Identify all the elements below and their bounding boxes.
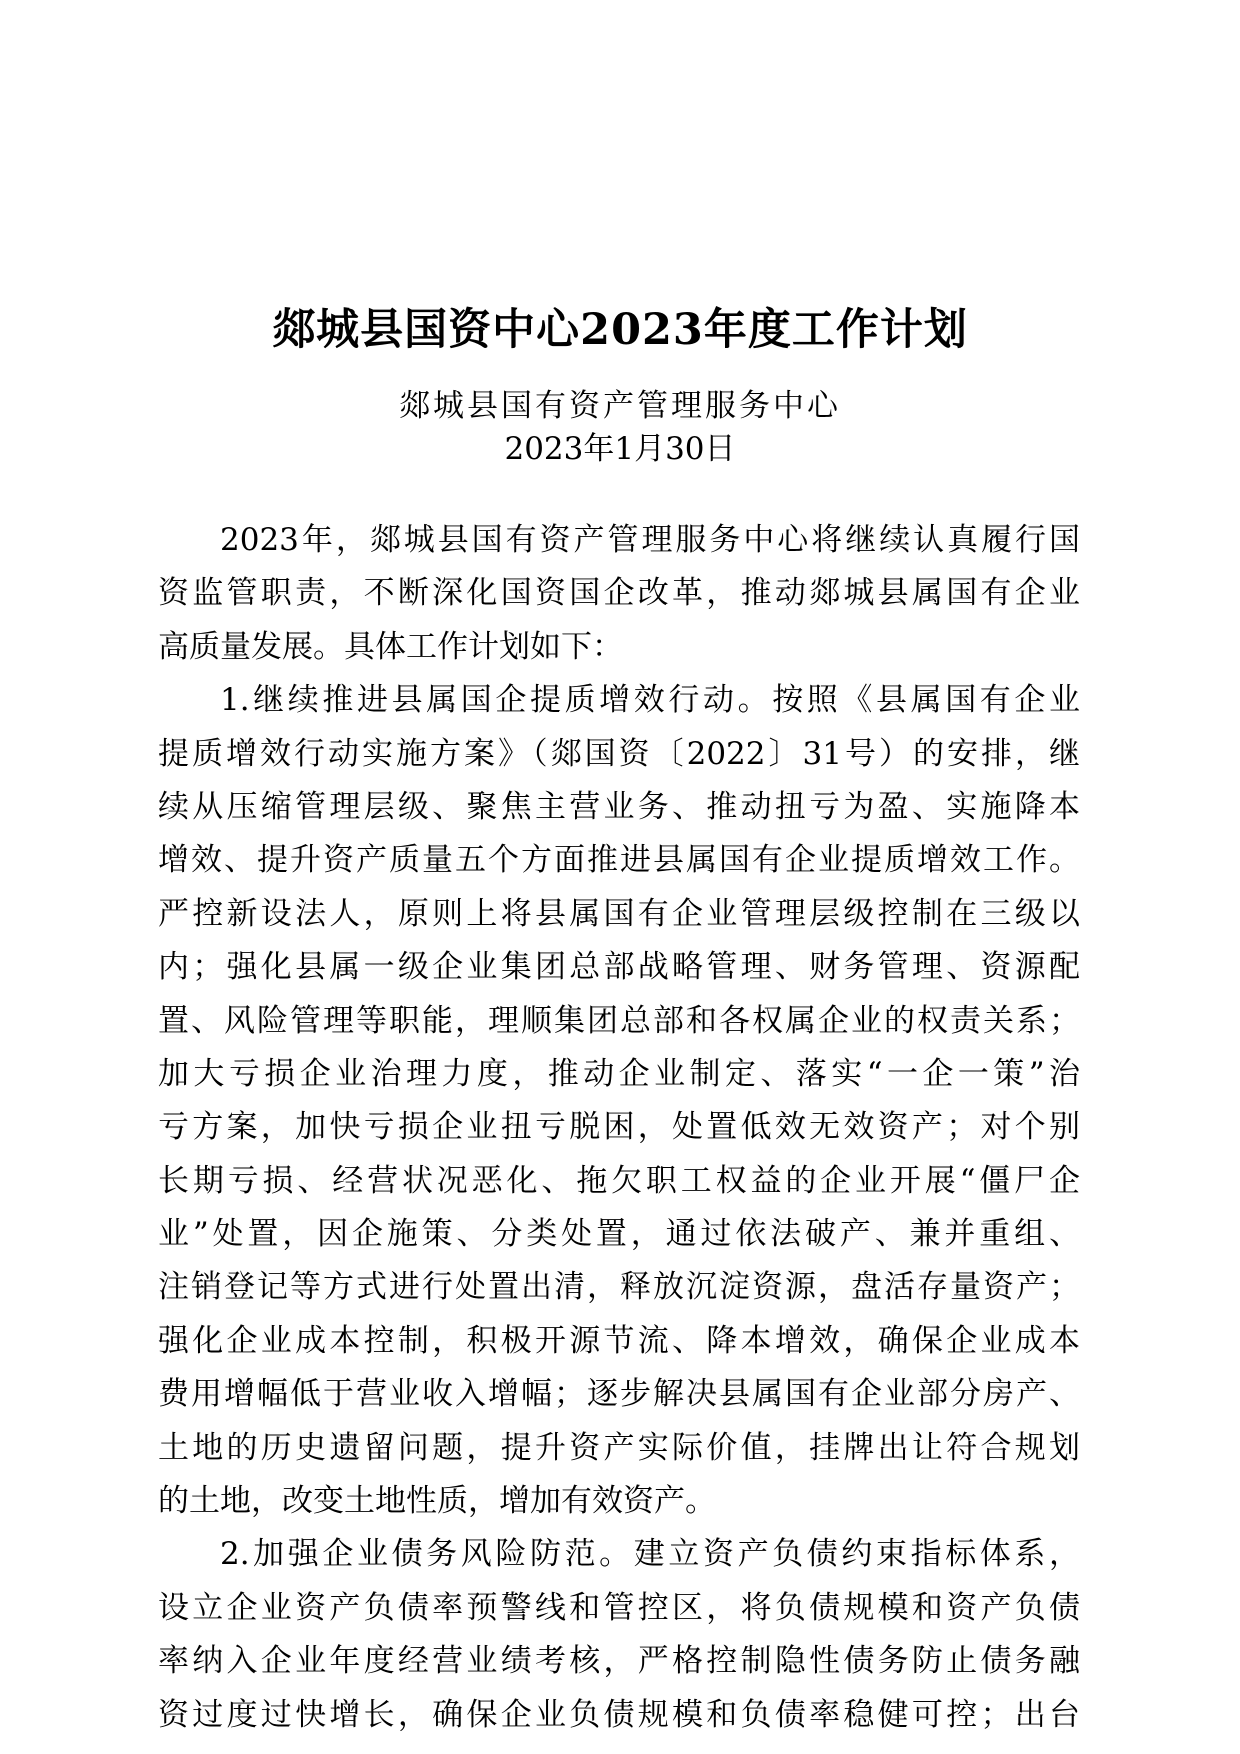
body-line: 费用增幅低于营业收入增幅；逐步解决县属国有企业部分房产、 <box>158 1376 1080 1413</box>
body-line: 2023年，郯城县国有资产管理服务中心将继续认真履行国 <box>220 522 1080 558</box>
body-line: 提质增效行动实施方案》（郯国资〔2022〕31号）的安排，继 <box>158 735 1080 772</box>
document-issuer: 郯城县国有资产管理服务中心 <box>399 388 841 424</box>
body-line: 高质量发展。具体工作计划如下： <box>158 628 623 665</box>
body-line: 2.加强企业债务风险防范。建立资产负债约束指标体系， <box>220 1536 1080 1573</box>
body-line: 土地的历史遗留问题，提升资产实际价值，挂牌出让符合规划 <box>158 1429 1080 1466</box>
body-line: 严控新设法人，原则上将县属国有企业管理层级控制在三级以 <box>158 895 1080 932</box>
body-line: 1.继续推进县属国企提质增效行动。按照《县属国有企业 <box>220 682 1080 719</box>
document-body <box>158 514 1080 1742</box>
body-line: 资过度过快增长，确保企业负债规模和负债率稳健可控；出台 <box>158 1696 1080 1733</box>
body-line: 亏方案，加快亏损企业扭亏脱困，处置低效无效资产；对个别 <box>158 1109 1080 1146</box>
body-line: 内；强化县属一级企业集团总部战略管理、财务管理、资源配 <box>158 949 1080 986</box>
document-date: 2023年1月30日 <box>504 431 736 467</box>
body-line: 续从压缩管理层级、聚焦主营业务、推动扭亏为盈、实施降本 <box>158 788 1080 825</box>
body-line: 资监管职责，不断深化国资国企改革，推动郯城县属国有企业 <box>158 575 1080 612</box>
body-line: 置、风险管理等职能，理顺集团总部和各权属企业的权责关系； <box>158 1002 1080 1039</box>
body-line: 业”处置，因企施策、分类处置，通过依法破产、兼并重组、 <box>158 1216 1080 1253</box>
body-line: 注销登记等方式进行处置出清，释放沉淀资源，盘活存量资产； <box>158 1269 1080 1306</box>
body-line: 增效、提升资产质量五个方面推进县属国有企业提质增效工作。 <box>158 842 1080 879</box>
body-line: 的土地，改变土地性质，增加有效资产。 <box>158 1483 716 1520</box>
body-line: 率纳入企业年度经营业绩考核，严格控制隐性债务防止债务融 <box>158 1643 1080 1680</box>
body-line: 强化企业成本控制，积极开源节流、降本增效，确保企业成本 <box>158 1322 1080 1359</box>
body-line: 加大亏损企业治理力度，推动企业制定、落实“一企一策”治 <box>158 1055 1080 1092</box>
body-line: 长期亏损、经营状况恶化、拖欠职工权益的企业开展“僵尸企 <box>158 1162 1080 1199</box>
body-line: 设立企业资产负债率预警线和管控区，将负债规模和资产负债 <box>158 1589 1080 1626</box>
document-title: 郯城县国资中心2023年度工作计划 <box>272 305 968 355</box>
